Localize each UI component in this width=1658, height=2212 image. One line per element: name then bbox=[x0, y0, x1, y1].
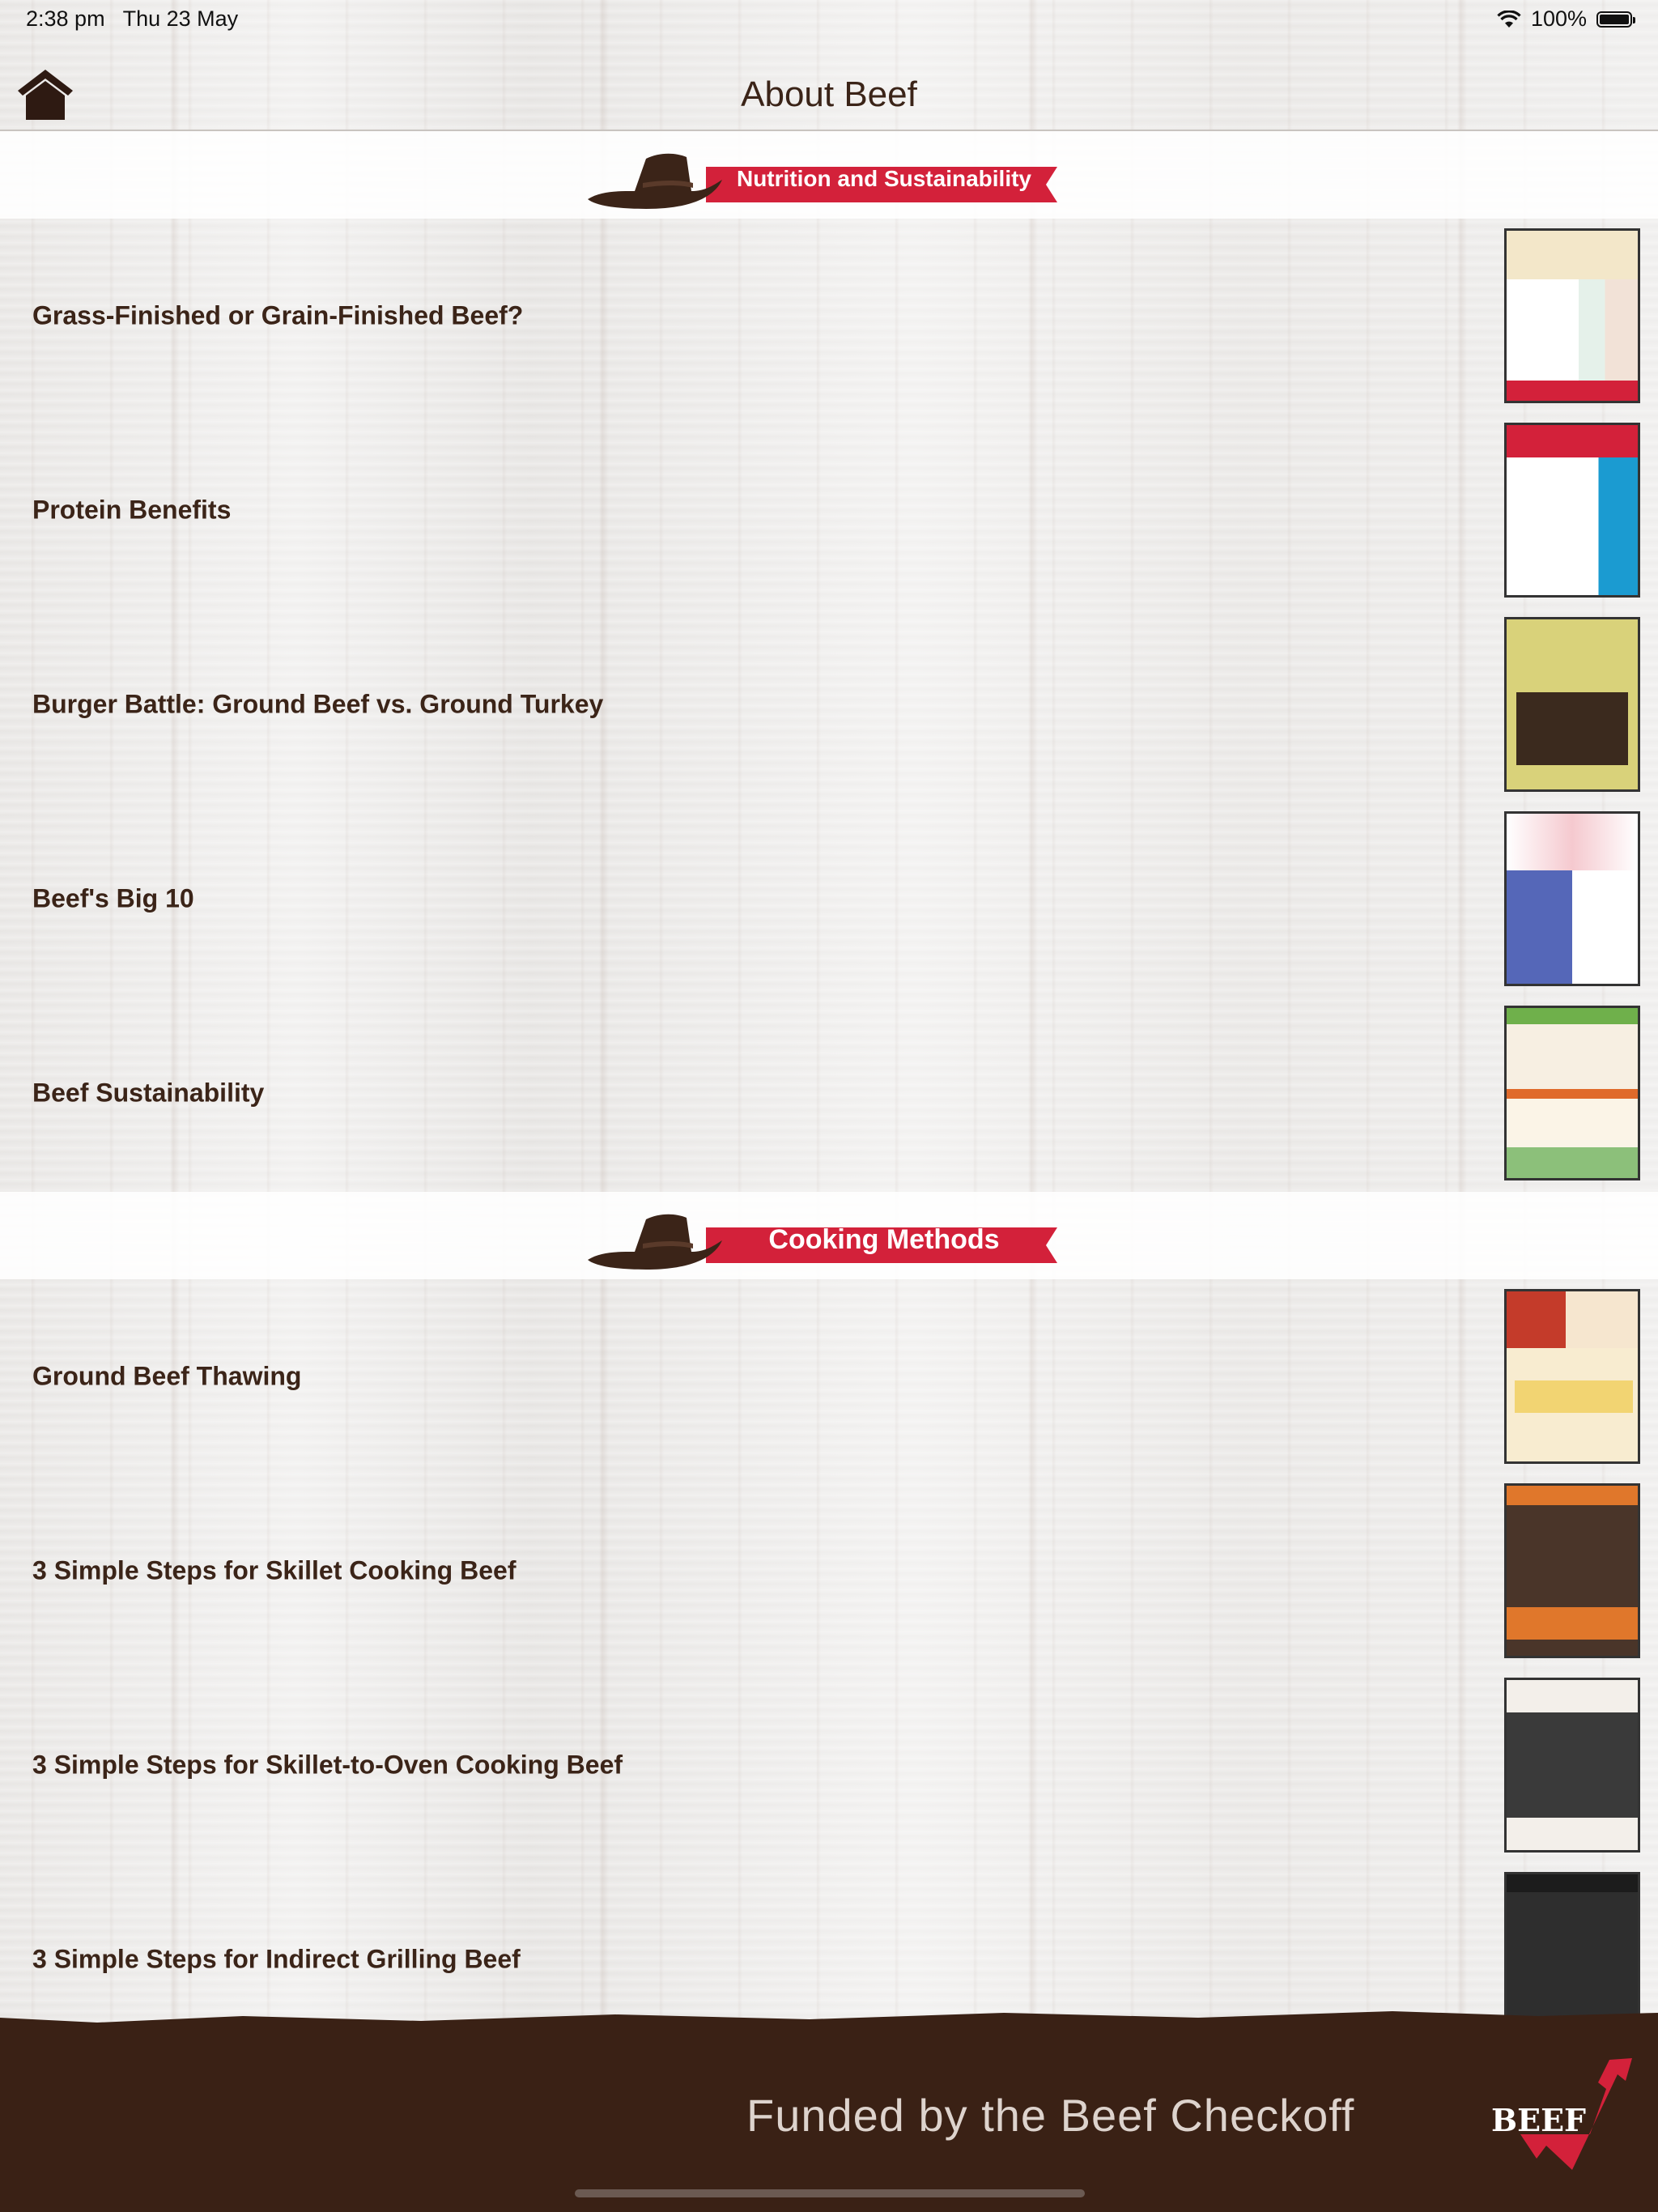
nav-bar bbox=[0, 50, 1658, 130]
list-item[interactable] bbox=[0, 1279, 1658, 1474]
battery-icon bbox=[1596, 11, 1632, 28]
section-banner bbox=[585, 144, 1057, 211]
infographic-thumbnail[interactable] bbox=[1504, 1678, 1640, 1853]
infographic-thumbnail[interactable] bbox=[1504, 423, 1640, 598]
section-title-cooking: Cooking Methods bbox=[768, 1224, 1000, 1255]
infographic-thumbnail[interactable] bbox=[1504, 617, 1640, 792]
status-date-text: Thu 23 May bbox=[122, 6, 239, 31]
list-item-label: 3 Simple Steps for Indirect Grilling Beef bbox=[32, 1944, 521, 1974]
status-time bbox=[26, 6, 238, 32]
list-item-label: Beef's Big 10 bbox=[32, 883, 194, 913]
footer-torn-edge bbox=[0, 2008, 1658, 2032]
status-bar bbox=[0, 0, 1658, 39]
infographic-thumbnail[interactable] bbox=[1504, 1483, 1640, 1658]
page-title: About Beef bbox=[741, 74, 917, 114]
list-item[interactable] bbox=[0, 1474, 1658, 1668]
list-item[interactable] bbox=[0, 219, 1658, 413]
list-item-label: Burger Battle: Ground Beef vs. Ground Turkey bbox=[32, 689, 604, 719]
status-indicators bbox=[1497, 6, 1632, 32]
section-banner bbox=[585, 1205, 1057, 1271]
list-item-label: 3 Simple Steps for Skillet Cooking Beef bbox=[32, 1555, 517, 1585]
footer bbox=[0, 2024, 1658, 2212]
list-item[interactable] bbox=[0, 1668, 1658, 1862]
list-item-label: Ground Beef Thawing bbox=[32, 1361, 302, 1391]
beef-checkoff-logo bbox=[1488, 2057, 1634, 2178]
list-item-label: 3 Simple Steps for Skillet-to-Oven Cooking Beef bbox=[32, 1750, 623, 1780]
list-item[interactable] bbox=[0, 413, 1658, 607]
infographic-thumbnail[interactable] bbox=[1504, 228, 1640, 403]
section-header-nutrition bbox=[0, 131, 1658, 219]
list-item[interactable] bbox=[0, 996, 1658, 1190]
infographic-thumbnail[interactable] bbox=[1504, 811, 1640, 986]
list-item[interactable] bbox=[0, 802, 1658, 996]
section-title-nutrition: Nutrition and Sustainability bbox=[736, 166, 1031, 191]
list-item-label: Protein Benefits bbox=[32, 495, 232, 525]
infographic-thumbnail[interactable] bbox=[1504, 1006, 1640, 1180]
footer-funded-text: Funded by the Beef Checkoff bbox=[746, 2090, 1355, 2141]
battery-percent: 100% bbox=[1530, 6, 1587, 31]
list-item-label: Grass-Finished or Grain-Finished Beef? bbox=[32, 300, 524, 330]
wifi-icon bbox=[1497, 11, 1521, 28]
list-item[interactable] bbox=[0, 607, 1658, 802]
section-header-cooking bbox=[0, 1192, 1658, 1279]
beef-logo-text: BEEF bbox=[1491, 2102, 1587, 2138]
battery-fill bbox=[1600, 15, 1629, 24]
infographic-thumbnail[interactable] bbox=[1504, 1289, 1640, 1464]
home-indicator[interactable] bbox=[575, 2189, 1085, 2197]
status-time-text: 2:38 pm bbox=[26, 6, 105, 31]
list-item-label: Beef Sustainability bbox=[32, 1078, 265, 1108]
